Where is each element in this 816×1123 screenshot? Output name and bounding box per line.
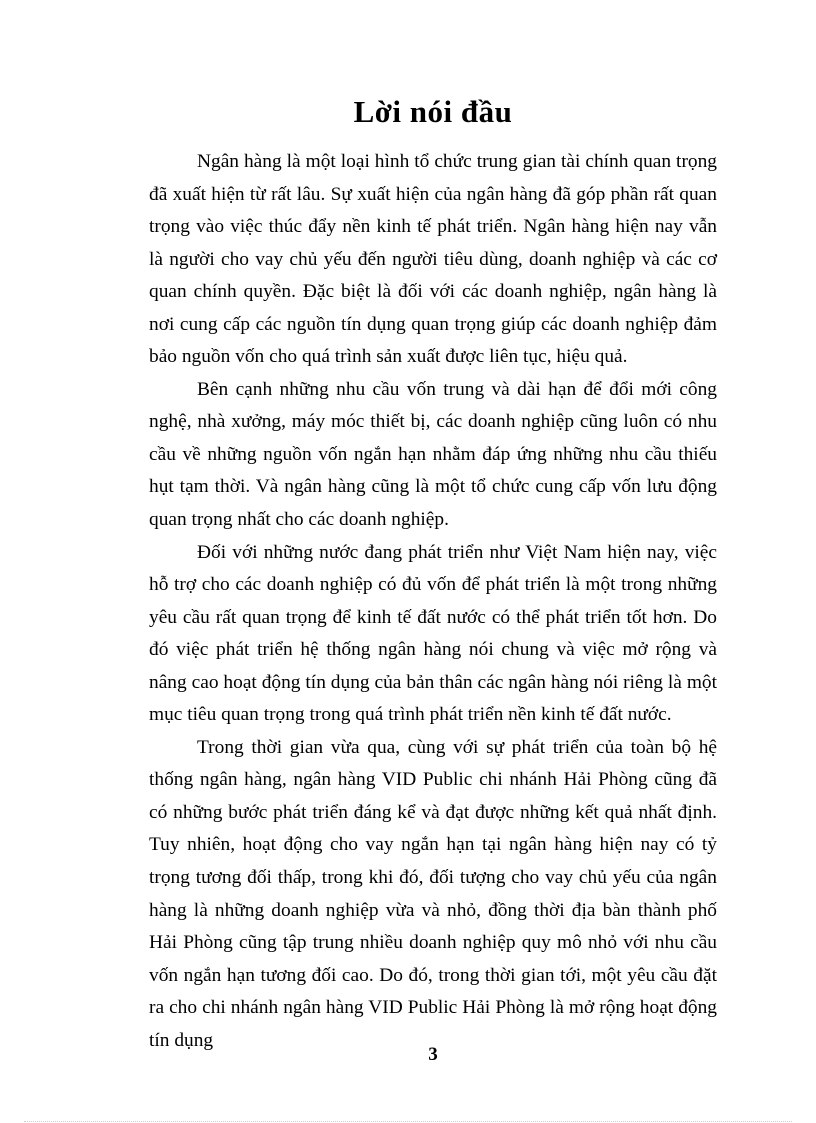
body-text — [149, 146, 717, 1057]
page-number: 3 — [428, 1044, 438, 1065]
paragraph-2: Bên cạnh những nhu cầu vốn trung và dài hạn để đổi mới công nghệ, nhà xưởng, máy móc thiết bị, các doanh nghiệp cũng luôn có nhu cầu về những nguồn vốn ngắn hạn nhằm đáp ứng những nhu cầu thiếu hụt tạm thời. Và ngân hàng cũng là một tổ chức cung cấp vốn lưu động quan trọng nhất cho các doanh nghiệp. — [149, 378, 717, 531]
paragraph-4: Trong thời gian vừa qua, cùng với sự phát triển của toàn bộ hệ thống ngân hàng, ngân hàng VID Public chi nhánh Hải Phòng cũng đã có những bước phát triển đáng kể và đạt được những kết quả nhất định. Tuy nhiên, hoạt động cho vay ngắn hạn tại ngân hàng hiện nay có tỷ trọng tương đối thấp, trong khi đó, đối tượng cho vay chủ yếu của ngân hàng là những doanh nghiệp vừa và nhỏ, đồng thời địa bàn thành phố Hải Phòng cũng tập trung nhiều doanh nghiệp quy mô nhỏ với nhu cầu vốn ngắn hạn tương đối cao. Do đó, trong thời gian tới, một yêu cầu đặt ra cho chi nhánh ngân hàng VID Public Hải Phòng là mở rộng hoạt động tín dụng — [149, 736, 717, 1051]
paragraph-1: Ngân hàng là một loại hình tổ chức trung gian tài chính quan trọng đã xuất hiện từ rất lâu. Sự xuất hiện của ngân hàng đã góp phần rất quan trọng vào việc thúc đẩy nền kinh tế phát triển. Ngân hàng hiện nay vẫn là người cho vay chủ yếu đến người tiêu dùng, doanh nghiệp và các cơ quan chính quyền. Đặc biệt là đối với các doanh nghiệp, ngân hàng là nơi cung cấp các nguồn tín dụng quan trọng giúp các doanh nghiệp đảm bảo nguồn vốn cho quá trình sản xuất được liên tục, hiệu quả. — [149, 151, 717, 368]
paragraph-3: Đối với những nước đang phát triển như Việt Nam hiện nay, việc hỗ trợ cho các doanh nghiệp có đủ vốn để phát triển là một trong những yêu cầu rất quan trọng để kinh tế đất nước có thể phát triển tốt hơn. Do đó việc phát triển hệ thống ngân hàng nói chung và việc mở rộng và nâng cao hoạt động tín dụng của bản thân các ngân hàng nói riêng là một mục tiêu quan trọng trong quá trình phát triển nền kinh tế đất nước. — [149, 541, 717, 726]
page-title: Lời nói đầu — [353, 94, 513, 129]
page-bottom-divider — [24, 1121, 792, 1122]
